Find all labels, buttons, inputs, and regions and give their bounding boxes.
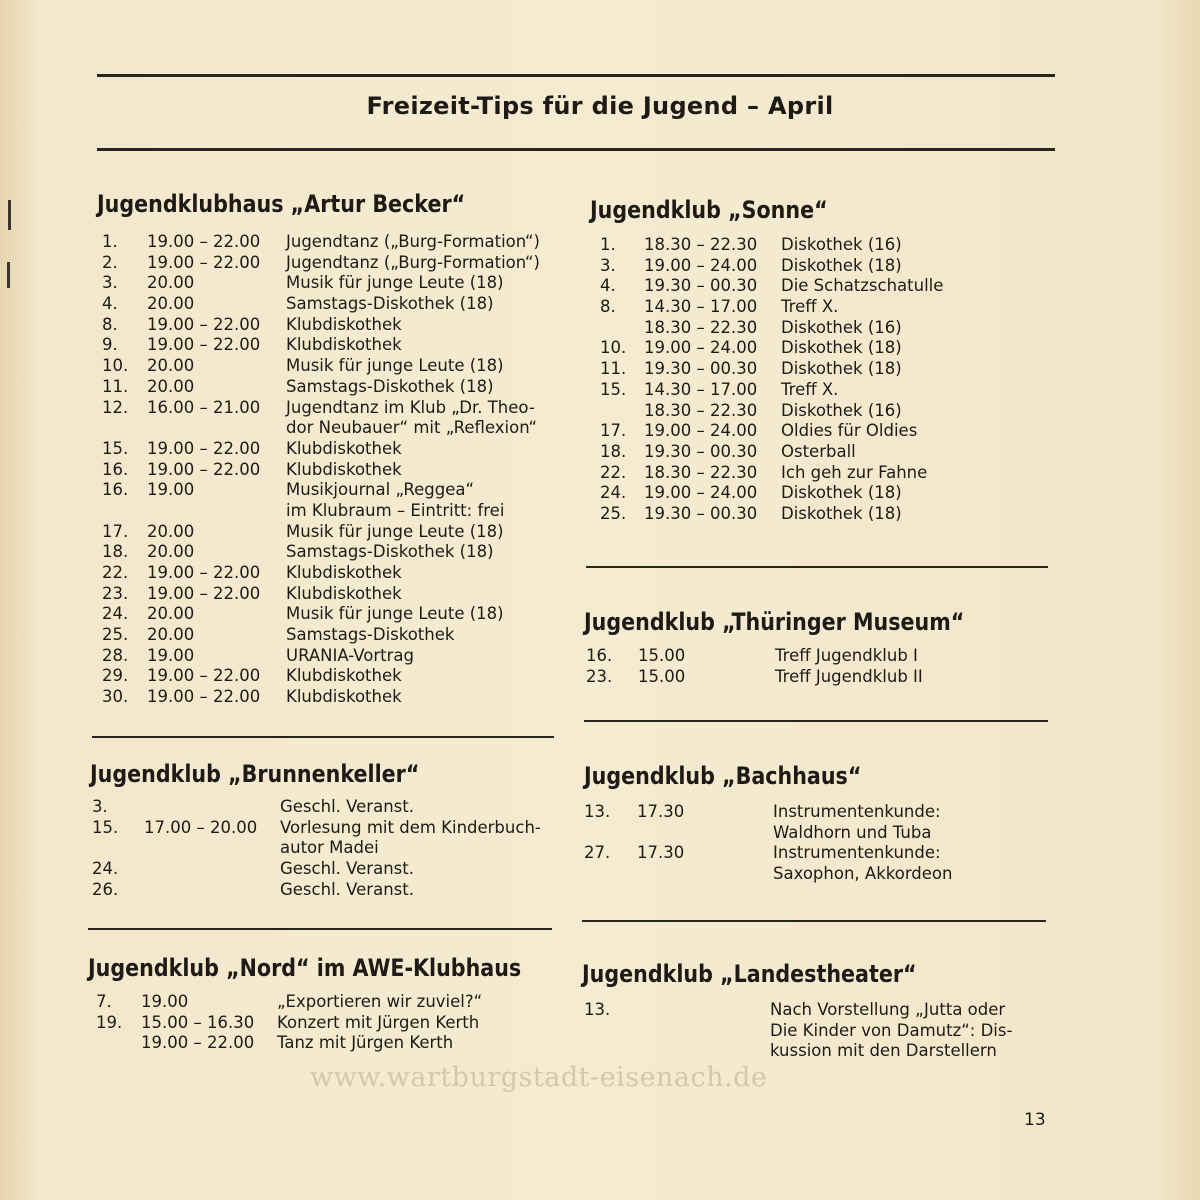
section-heading-nord: Jugendklub „Nord“ im AWE-Klubhaus <box>88 954 522 982</box>
entry-desc: Jugendtanz („Burg-Formation“) <box>286 252 540 272</box>
entry-day: 11. <box>102 376 129 396</box>
entry-desc: Treff X. <box>781 297 839 317</box>
entry-desc: Vorlesung mit dem Kinderbuch- <box>280 817 541 837</box>
entry-day: 26. <box>92 879 119 899</box>
section-heading-brunnenkeller: Jugendklub „Brunnenkeller“ <box>90 760 420 788</box>
entry-day: 4. <box>102 294 118 314</box>
entry-desc: Diskothek (16) <box>781 400 902 420</box>
entry-time: 19.00 – 22.00 <box>147 314 261 334</box>
entry-day: 28. <box>102 645 129 665</box>
entry-time: 19.30 – 00.30 <box>644 503 758 523</box>
entry-time: 19.00 – 24.00 <box>644 421 758 441</box>
entry-day: 10. <box>102 356 129 376</box>
binding-mark <box>7 262 10 288</box>
entry-time: 19.00 – 22.00 <box>147 687 261 707</box>
entry-desc: Geschl. Veranst. <box>280 879 414 899</box>
entry-day: 22. <box>102 563 129 582</box>
entry-time: 19.00 – 22.00 <box>141 1033 255 1053</box>
entry-desc: Instrumentenkunde: <box>773 802 941 821</box>
top-rule <box>97 74 1055 77</box>
entry-time: 19.00 – 24.00 <box>644 483 758 503</box>
entry-day: 3. <box>600 255 616 275</box>
entry-time: 19.00 – 24.00 <box>644 255 758 275</box>
entry-day: 9. <box>102 335 118 355</box>
entry-time: 18.30 – 22.30 <box>644 235 758 254</box>
entry-desc: Konzert mit Jürgen Kerth <box>277 1012 480 1032</box>
entry-desc: Musik für junge Leute (18) <box>286 521 504 541</box>
entry-day: 16. <box>586 646 613 665</box>
entry-desc: Treff Jugendklub I <box>775 646 918 665</box>
entry-desc: Diskothek (18) <box>781 338 902 358</box>
entry-day: 12. <box>102 397 129 417</box>
entry-day: 16. <box>102 480 129 500</box>
entry-desc: Samstags-Diskothek <box>286 625 455 645</box>
entry-desc: Diskothek (18) <box>781 359 902 379</box>
entry-time: 17.30 <box>637 843 685 863</box>
entry-day: 25. <box>102 625 129 645</box>
entry-time: 20.00 <box>147 604 195 624</box>
entry-desc: Treff X. <box>781 379 839 399</box>
entry-day: 8. <box>102 314 118 334</box>
section-heading-landestheater: Jugendklub „Landestheater“ <box>582 960 917 988</box>
title-rule <box>97 148 1055 151</box>
entry-desc: Geschl. Veranst. <box>280 797 414 816</box>
entry-time: 19.00 – 24.00 <box>644 338 758 358</box>
entry-time: 20.00 <box>147 294 195 314</box>
entry-desc: Die Schatzschatulle <box>781 276 944 296</box>
entry-day: 23. <box>102 583 129 603</box>
entry-day: 8. <box>600 297 616 317</box>
entry-desc: Treff Jugendklub II <box>775 666 923 686</box>
entry-day: 2. <box>102 252 118 272</box>
entry-day: 19. <box>96 1012 123 1032</box>
entry-time: 19.00 – 22.00 <box>147 335 261 355</box>
entry-desc: Ich geh zur Fahne <box>781 462 928 482</box>
entry-day: 15. <box>92 817 119 837</box>
entry-day: 24. <box>92 859 119 879</box>
page-number: 13 <box>1024 1110 1046 1130</box>
entry-day: 17. <box>102 521 129 541</box>
entry-desc: Diskothek (16) <box>781 317 902 337</box>
entry-desc: im Klubraum – Eintritt: frei <box>286 500 505 520</box>
entry-desc: Tanz mit Jürgen Kerth <box>277 1033 454 1053</box>
entry-time: 18.30 – 22.30 <box>644 400 758 420</box>
section-rule <box>586 566 1048 568</box>
entry-time: 15.00 <box>638 646 686 665</box>
entry-desc: Waldhorn und Tuba <box>773 822 932 842</box>
entry-day: 17. <box>600 421 627 441</box>
section-rule <box>92 736 554 738</box>
entry-desc: Klubdiskothek <box>286 314 402 334</box>
section-heading-thueringer-museum: Jugendklub „Thüringer Museum“ <box>584 608 965 636</box>
section-heading-artur-becker: Jugendklubhaus „Artur Becker“ <box>97 190 466 218</box>
entry-time: 19.30 – 00.30 <box>644 441 758 461</box>
entry-day: 29. <box>102 666 129 686</box>
entry-time: 16.00 – 21.00 <box>147 397 261 417</box>
entry-time: 19.00 – 22.00 <box>147 666 261 686</box>
entry-desc: Klubdiskothek <box>286 459 402 479</box>
entry-desc: Diskothek (18) <box>781 255 902 275</box>
entry-desc: Jugendtanz im Klub „Dr. Theo- <box>286 397 535 417</box>
section-rule <box>584 720 1048 722</box>
entry-time: 19.00 – 22.00 <box>147 438 261 458</box>
entry-desc: autor Madei <box>280 838 379 858</box>
entry-desc: kussion mit den Darstellern <box>770 1041 997 1061</box>
entry-time: 19.00 <box>141 992 189 1011</box>
entry-desc: dor Neubauer“ mit „Reflexion“ <box>286 418 538 438</box>
section-heading-bachhaus: Jugendklub „Bachhaus“ <box>584 762 862 790</box>
entry-desc: Klubdiskothek <box>286 583 402 603</box>
entry-desc: Samstags-Diskothek (18) <box>286 294 494 314</box>
entry-day: 13. <box>584 802 611 821</box>
entry-day: 22. <box>600 462 627 482</box>
entry-time: 20.00 <box>147 356 195 376</box>
section-rule <box>88 928 552 930</box>
entry-desc: Musik für junge Leute (18) <box>286 273 504 293</box>
entry-time: 20.00 <box>147 625 195 645</box>
binding-mark <box>8 200 11 230</box>
entry-time: 20.00 <box>147 273 195 293</box>
entry-desc: Instrumentenkunde: <box>773 843 941 863</box>
entry-day: 18. <box>102 542 129 562</box>
entry-time: 19.00 – 22.00 <box>147 583 261 603</box>
entry-day: 24. <box>600 483 627 503</box>
entry-day: 7. <box>96 992 112 1011</box>
entry-desc: Samstags-Diskothek (18) <box>286 376 494 396</box>
entry-day: 3. <box>102 273 118 293</box>
entry-desc: Die Kinder von Damutz“: Dis- <box>770 1020 1013 1040</box>
entry-time: 19.00 – 22.00 <box>147 252 261 272</box>
entry-time: 20.00 <box>147 542 195 562</box>
entry-day: 15. <box>102 438 129 458</box>
entry-desc: Klubdiskothek <box>286 563 402 582</box>
entry-desc: Oldies für Oldies <box>781 421 918 441</box>
entry-time: 14.30 – 17.00 <box>644 297 758 317</box>
section-rule <box>582 920 1046 922</box>
entry-desc: Saxophon, Akkordeon <box>773 864 953 884</box>
entry-time: 20.00 <box>147 521 195 541</box>
entry-day: 3. <box>92 797 108 816</box>
entry-desc: Musikjournal „Reggea“ <box>286 480 475 500</box>
entry-day: 24. <box>102 604 129 624</box>
entry-desc: Musik für junge Leute (18) <box>286 356 504 376</box>
entry-day: 27. <box>584 843 611 863</box>
entry-day: 30. <box>102 687 129 707</box>
entry-desc: Diskothek (16) <box>781 235 902 254</box>
entry-day: 1. <box>600 235 616 254</box>
entry-time: 17.30 <box>637 802 685 821</box>
page-title: Freizeit-Tips für die Jugend – April <box>366 92 834 120</box>
entry-time: 19.30 – 00.30 <box>644 359 758 379</box>
watermark-text: www.wartburgstadt-eisenach.de <box>310 1062 768 1093</box>
entry-day: 18. <box>600 441 627 461</box>
entry-day: 1. <box>102 232 118 251</box>
entry-desc: Klubdiskothek <box>286 438 402 458</box>
entry-time: 17.00 – 20.00 <box>144 817 258 837</box>
entry-time: 15.00 <box>638 666 686 686</box>
entry-time: 14.30 – 17.00 <box>644 379 758 399</box>
entry-time: 19.00 – 22.00 <box>147 232 261 251</box>
entry-desc: Nach Vorstellung „Jutta oder <box>770 1000 1006 1019</box>
entry-desc: Klubdiskothek <box>286 687 402 707</box>
entry-time: 18.30 – 22.30 <box>644 317 758 337</box>
entry-day: 15. <box>600 379 627 399</box>
entry-desc: „Exportieren wir zuviel?“ <box>277 992 483 1011</box>
entry-day: 10. <box>600 338 627 358</box>
entry-time: 20.00 <box>147 376 195 396</box>
entry-time: 19.00 – 22.00 <box>147 459 261 479</box>
entry-desc: Diskothek (18) <box>781 483 902 503</box>
entry-time: 19.30 – 00.30 <box>644 276 758 296</box>
entry-day: 25. <box>600 503 627 523</box>
entry-time: 15.00 – 16.30 <box>141 1012 255 1032</box>
entry-desc: Jugendtanz („Burg-Formation“) <box>286 232 540 251</box>
entry-day: 11. <box>600 359 627 379</box>
entry-day: 4. <box>600 276 616 296</box>
entry-desc: Klubdiskothek <box>286 335 402 355</box>
entry-desc: Diskothek (18) <box>781 503 902 523</box>
entry-desc: URANIA-Vortrag <box>286 645 415 665</box>
entry-time: 19.00 <box>147 480 195 500</box>
entry-time: 19.00 <box>147 645 195 665</box>
entry-time: 18.30 – 22.30 <box>644 462 758 482</box>
entry-day: 16. <box>102 459 129 479</box>
entry-time: 19.00 – 22.00 <box>147 563 261 582</box>
entry-desc: Musik für junge Leute (18) <box>286 604 504 624</box>
entry-desc: Geschl. Veranst. <box>280 859 414 879</box>
entry-desc: Klubdiskothek <box>286 666 402 686</box>
entry-desc: Osterball <box>781 441 856 461</box>
section-heading-sonne: Jugendklub „Sonne“ <box>590 196 828 224</box>
entry-desc: Samstags-Diskothek (18) <box>286 542 494 562</box>
entry-day: 13. <box>584 1000 611 1019</box>
entry-day: 23. <box>586 666 613 686</box>
